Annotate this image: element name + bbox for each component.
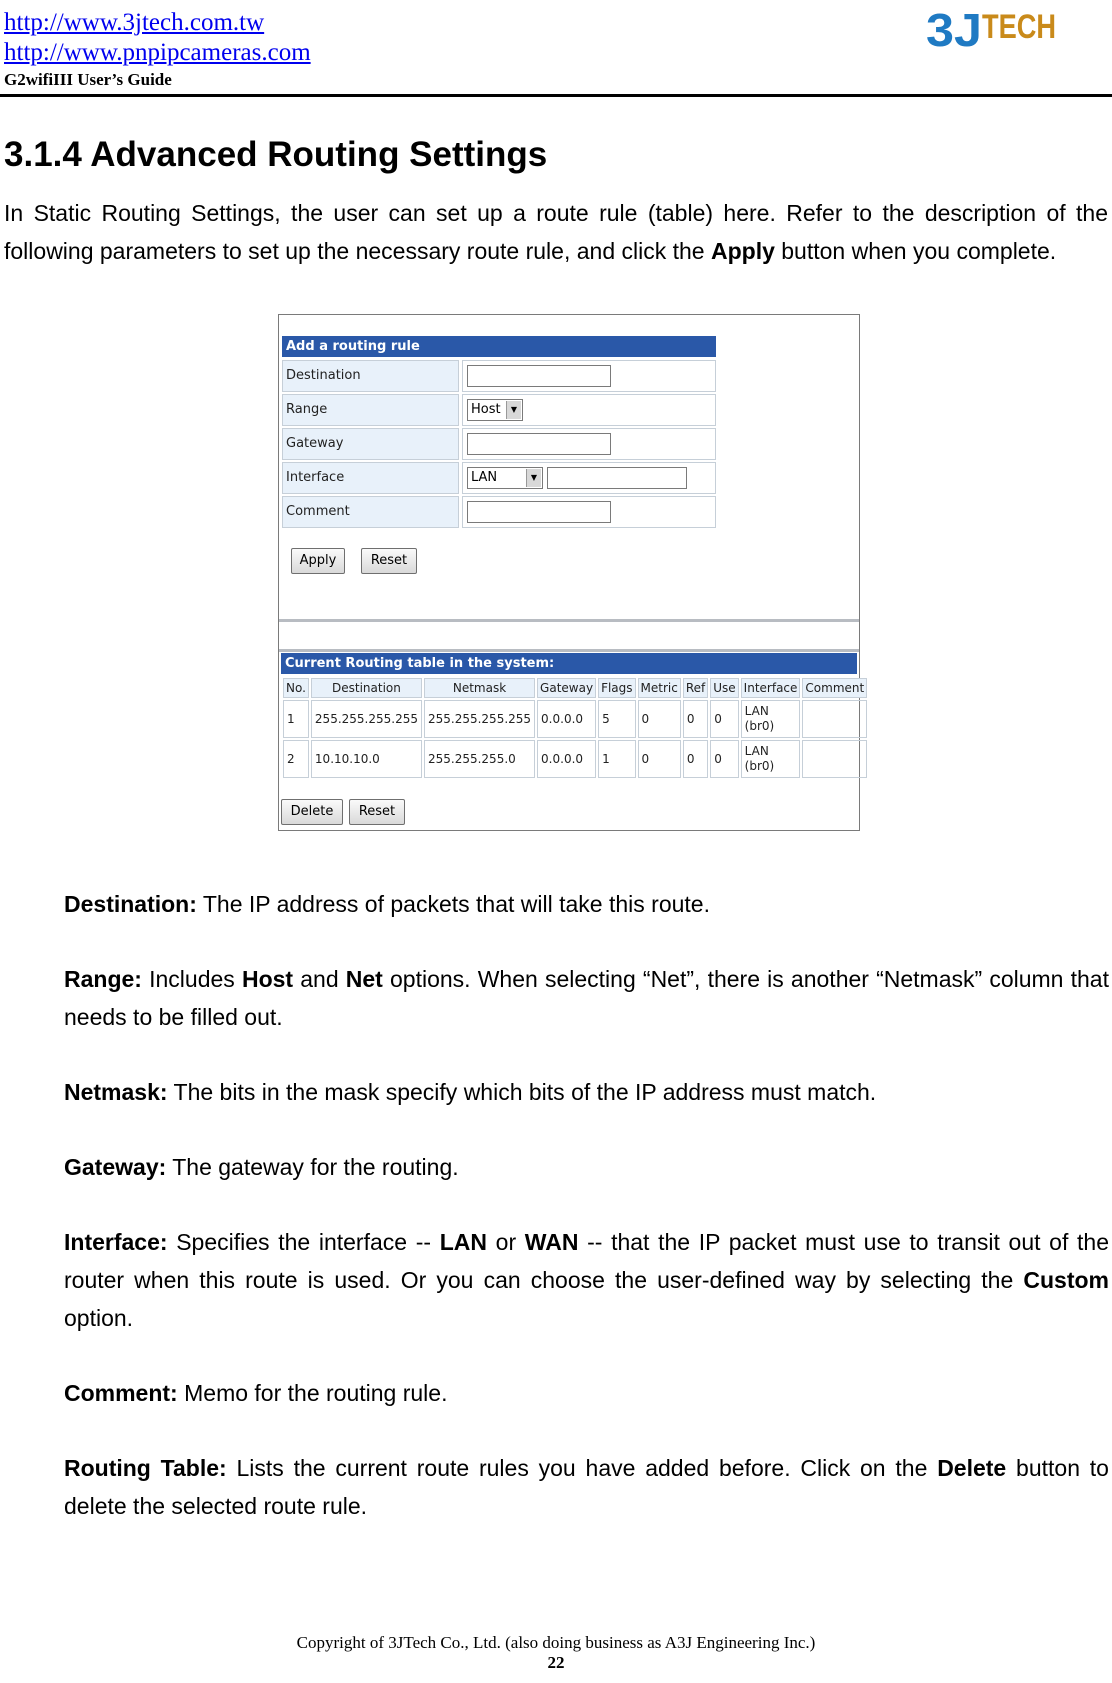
column-header: Gateway [537, 678, 596, 698]
apply-button[interactable]: Apply [291, 548, 345, 574]
param-range: Range: Includes Host and Net options. When selecting “Net”, there is another “Netmask” column that needs to be filled out. [64, 966, 1109, 1030]
column-header: Netmask [424, 678, 535, 698]
cell-metric: 0 [638, 740, 681, 778]
chevron-down-icon: ▼ [526, 469, 541, 487]
add-routing-rule-header: Add a routing rule [282, 336, 716, 357]
param-gateway: Gateway: The gateway for the routing. [64, 1154, 459, 1180]
cell-gateway: 0.0.0.0 [537, 700, 596, 738]
routing-settings-screenshot [278, 314, 865, 831]
cell-use: 0 [710, 740, 738, 778]
3jtech-logo [924, 2, 1058, 58]
section-title: 3.1.4 Advanced Routing Settings [4, 135, 548, 174]
cell-destination: 10.10.10.0 [311, 740, 422, 778]
cell-no: 1 [283, 700, 309, 738]
cell-ref: 0 [683, 740, 708, 778]
svg-text:3J: 3J [926, 4, 982, 56]
gateway-label: Gateway [282, 428, 459, 460]
interface-label: Interface [282, 462, 459, 494]
guide-title: G2wifiIII User’s Guide [4, 70, 172, 89]
range-select[interactable]: Host ▼ [467, 399, 523, 421]
cell-metric: 0 [638, 700, 681, 738]
routing-table-header: Current Routing table in the system: [281, 653, 857, 674]
intro-paragraph: In Static Routing Settings, the user can set up a route rule (table) here. Refer to the description of the following parameters to set up the necessary route rule, and click the Apply button when you complete. [4, 200, 1108, 264]
range-label: Range [282, 394, 459, 426]
divider [279, 649, 859, 652]
range-row [282, 394, 716, 426]
interface-select[interactable]: LAN ▼ [467, 467, 543, 489]
page-footer [0, 1633, 1112, 1673]
delete-button[interactable]: Delete [281, 799, 343, 825]
cell-gateway: 0.0.0.0 [537, 740, 596, 778]
gateway-input[interactable] [467, 433, 611, 455]
column-header: Metric [638, 678, 681, 698]
cell-flags: 5 [598, 700, 635, 738]
destination-input[interactable] [467, 365, 611, 387]
table-reset-button[interactable]: Reset [349, 799, 405, 825]
cell-netmask: 255.255.255.255 [424, 700, 535, 738]
param-netmask: Netmask: The bits in the mask specify which bits of the IP address must match. [64, 1079, 877, 1105]
column-header: No. [283, 678, 309, 698]
param-routing-table: Routing Table: Lists the current route rules you have added before. Click on the Delete button to delete the selected route rule. [64, 1455, 1109, 1519]
param-comment: Comment: Memo for the routing rule. [64, 1380, 448, 1406]
svg-text:TECH: TECH [982, 8, 1056, 46]
page-header [4, 8, 311, 91]
cell-ref: 0 [683, 700, 708, 738]
destination-label: Destination [282, 360, 459, 392]
gateway-row [282, 428, 716, 460]
link-pnpipcameras[interactable]: http://www.pnpipcameras.com [4, 39, 311, 66]
column-header: Ref [683, 678, 708, 698]
cell-netmask: 255.255.255.0 [424, 740, 535, 778]
column-header: Destination [311, 678, 422, 698]
param-interface: Interface: Specifies the interface -- LAN or WAN -- that the IP packet must use to transit out of the router when this route is used. Or you can choose the user-defined way by selecting the Custom option. [64, 1229, 1109, 1331]
column-header: Flags [598, 678, 635, 698]
routing-table [281, 676, 869, 780]
header-rule [0, 94, 1112, 97]
page-number: 22 [547, 1653, 565, 1672]
interface-custom-input[interactable] [547, 467, 687, 489]
cell-destination: 255.255.255.255 [311, 700, 422, 738]
column-header: Interface [741, 678, 801, 698]
destination-row [282, 360, 716, 392]
comment-row [282, 496, 716, 528]
cell-flags: 1 [598, 740, 635, 778]
table-row[interactable] [283, 740, 867, 778]
interface-row [282, 462, 716, 494]
divider [279, 619, 859, 622]
chevron-down-icon: ▼ [506, 401, 521, 419]
cell-use: 0 [710, 700, 738, 738]
cell-no: 2 [283, 740, 309, 778]
table-row[interactable] [283, 700, 867, 738]
column-header: Use [710, 678, 738, 698]
cell-interface: LAN (br0) [741, 700, 801, 738]
cell-interface: LAN (br0) [741, 740, 801, 778]
comment-input[interactable] [467, 501, 611, 523]
column-header: Comment [802, 678, 867, 698]
param-destination: Destination: The IP address of packets that will take this route. [64, 891, 710, 917]
cell-comment [802, 700, 867, 738]
cell-comment [802, 740, 867, 778]
comment-label: Comment [282, 496, 459, 528]
reset-button[interactable]: Reset [361, 548, 417, 574]
copyright-text: Copyright of 3JTech Co., Ltd. (also doing business as A3J Engineering Inc.) [296, 1633, 816, 1652]
link-3jtech[interactable]: http://www.3jtech.com.tw [4, 9, 265, 36]
